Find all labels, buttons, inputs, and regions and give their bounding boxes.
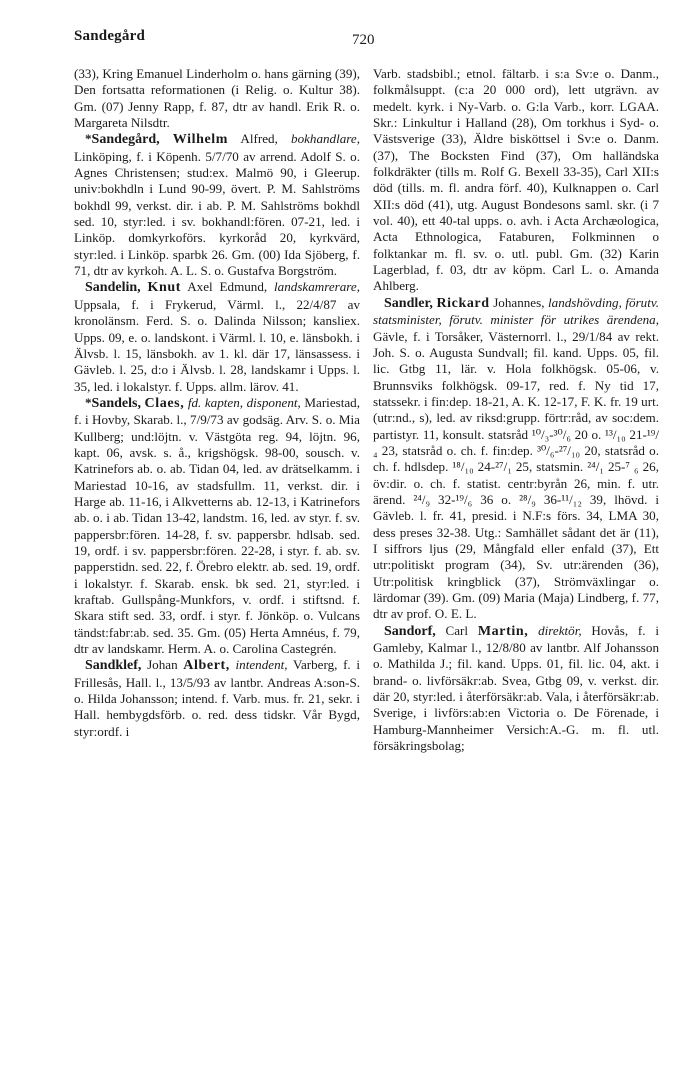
entry-body: Uppsala, f. i Frykerud, Värml. l., 22/4/87 av kronolänsm. Ferd. S. o. Dalinda Nilsson; kansliex. Upps. 09, e. o. landskont. i Värml. l. 10, e. länsbokh. i Älvsb. l. 15, länsbokh. av 1. kl. där 17, länsassess. i Gävleb. l. 25, d:o i Älvsb. l. 28, landskamr i Upps. l. 35, led. i lokalstyr. f. Upps. allm. lärov. 41.: [74, 296, 360, 394]
entry-occupation: intendent,: [235, 657, 288, 673]
entry-given-name: Wilhelm: [172, 132, 229, 148]
entry-given-name: Rickard: [436, 295, 490, 311]
entry-body: Hovås, f. i Gamleby, Kalmar l., 12/8/80 av lantbr. Alf Johansson o. Mathilda J.; fil. kand. Upps. 01, fil. lic. 04, akt. i brand- o. livförsäkr:ab. Svea, Gtbg 09, v. verkst. dir. där 20, styr:led. i återförsäkr:ab. Vala, i återförsäkr:ab. Sverige, i livförs:ab:en Victoria o. De Förenade, i Hamburg-Mannheimer Versich:A.-G. m. fl. utl. försäkringsbolag;: [373, 622, 659, 754]
entry-occupation: bokhandlare,: [291, 131, 360, 147]
entry-occupation: fd. kapten, disponent,: [187, 394, 301, 410]
entry-continuation: [74, 66, 360, 131]
entry-surname: Sandelin,: [85, 280, 141, 296]
entry-body: Mariestad, f. i Hovby, Skarab. l., 7/9/73 av godsäg. Arv. S. o. Mia Kullberg; und:löjtn. v. Västgöta reg. 94, löjtn. 96, kapt. 06, avsk. s. å., krigshögsk. 98-00, sousch. v. Katrinefors ab. o. ab. Tidan 04, led. av drätselkamm. i Mariestad 10-16, av stadsfullm. 11, verkst. dir. i Harge ab. 11-16, i Alkvetterns ab. 12-13, i Katrinefors ab. o. i ab. Tidan 13-42, landstm. 16, led. av styr. f. sv. pappersbr:fören. 14-28, f. sv. pappersbr. hdlsab. sed. 19, ordf. i sv. pappersbr:fören. 22-28, i styr. f. ab. sv. papperstidn. sed. 22, f. Örebro elektr. ab. sed. 19, ordf. i lokalstyr. f. Skarab. ensk. bk sed. 21, styr:led. i kraftab. Gullspång-Munkfors, v. ordf. i stiftsnd. f. Skara stift sed. 33, ordf. i styr. f. Jönköp. o. Vulcans tändst:fabr:ab. sed. 35. Gm. (05) Herta Amnéus, f. 79, dtr av landskamr. Herm. A. o. Carolina Castegrén.: [74, 394, 360, 657]
entry-sandelin: [74, 279, 360, 394]
running-header: Sandegård: [74, 28, 145, 44]
entry-body: Varberg, f. i Frillesås, Hall. l., 13/5/93 av lantbr. Andreas A:son-S. o. Hilda Johansson; intend. f. Varb. mus. fr. 21, sekr. i Hall. hembygdsförb. o. red. dess tidskr. Vår Bygd, styr:ordf. i: [74, 657, 360, 739]
entry-continuation: [373, 66, 659, 295]
entry-body: (33), Kring Emanuel Linderholm o. hans gärning (39), Den fortsatta reformationen (i Relig. o. Kultur 38). Gm. (07) Jenny Rapp, f. 87, dtr av handl. Erik R. o. Margareta Nilsdtr.: [74, 66, 360, 131]
entry-surname: Sandklef,: [85, 658, 142, 674]
entry-surname: Sandorf,: [384, 623, 436, 639]
entry-surname: Sandels,: [91, 395, 141, 411]
left-column: [74, 66, 360, 740]
entry-star: *: [85, 131, 92, 147]
entry-given-rest: Johan: [147, 657, 178, 673]
entry-sandels: [74, 395, 360, 658]
entry-sandegard: [74, 131, 360, 279]
entry-given-rest: Alfred,: [228, 131, 278, 147]
entry-body: Varb. stadsbibl.; etnol. fältarb. i s:a Sv:e o. Danm., folkmålsuppt. (c:a 20 000 ord), lett utgrävn. av medelt. kyrk. i Ny-Varb. o. G:la Varb., korr. LGAA. Skr.: Linkultur i Halland (28), Om torkhus i Syd- o. Västsverige (33), Äldre bisköttsel i Sv:e o. Danm. (37), The Bocksten Find (37), Om halländska folkdräkter (tills m. Rolf G. Bexell 33-35), Carl XII:s död (tills. m. fl. andra förf. 40), Kulknappen o. Carl XII:s död (41), utg. August Bondesons saml. skr. (i 7 vol. 40), ett 40-tal upps. o. avh. i Acta Archæologica, Acta Ethnologica, Fataburen, Folkminnen o folktankar m. fl. sv. o. utl. publ. Gm. (32) Karin Lagerblad, f. 03, dtr av köpm. Carl L. o. Amanda Ahlberg.: [373, 66, 659, 294]
entry-surname: Sandler,: [384, 295, 433, 311]
entry-given-name: Knut: [147, 280, 182, 296]
entry-given-rest: Carl: [445, 622, 478, 638]
entry-sandorf: [373, 623, 659, 755]
entry-given-name: Martin,: [477, 623, 529, 639]
entry-star: *: [85, 394, 92, 410]
entry-given-rest: Johannes,: [489, 294, 545, 310]
entry-surname: Sandegård,: [91, 132, 160, 148]
entry-body: Linköping, f. i Köpenh. 5/7/70 av arrend. Adolf S. o. Agnes Christensen; stud:ex. Malmö 90, i Gleerup. univ:bokhdln i Lund 90-99, övert. P. M. Sahlströms bokhdl 99, verkst. dir. i ab. P. M. Sahlströms bokhdl sed. 10, styr:led. i sv. bokhandl:fören. 07-21, led. i Linköp. domkyrkoförs. kyrkoråd 20, kyrkvärd, styr:led. i Linköp. sparbk 26. Gm. (00) Ida Sjöberg, f. 71, dtr av kyrkoh. A. L. S. o. Gustafva Borgström.: [74, 148, 360, 279]
entry-occupation: landshövding, förutv. statsminister, förutv. minister för utrikes ärendena,: [373, 294, 659, 328]
entry-body: Gävle, f. i Torsåker, Västernorrl. l., 29/1/84 av rekt. Joh. S. o. Augusta Sundvall; fil. kand. Upps. 05, fil. lic. Gtbg 11, lär. v. Hola folkhögsk. 05-06, v. Brunnsviks folkhögsk. 09-17, red. f. Ny tid 17, statssekr. i fin:dep. 18-21, A. K. 12-17, F. K. fr. 19 urt. (utr:nd., s), led. av riksd:grupp. förtr:råd, av soc:dem. partistyr. 11, konsult. statsråd ¹⁰/₃-³⁰/₆ 20 o. ¹³/₁₀ 21-¹⁹/₄ 23, statsråd o. ch. f. fin:dep. ³⁰/₆-²⁷/₁₀ 20, statsråd o. ch. f. hdlsdep. ¹⁸/₁₀ 24-²⁷/₁ 25, statsmin. ²⁴/₁ 25-⁷ ₆ 26, öv:dir. o. ch. f. statist. centr:byrån 26, min. f. utr. ärend. ²⁴/₉ 32-¹⁹/₆ 36 o. ²⁸/₉ 36-¹¹/₁₂ 39, lhövd. i Gävleb. l. fr. 41, presid. i N.F:s förs. 34, LMA 30, dess preses 32-38. Utg.: Samhället sådant det är (11), I siffrors ljus (29, Mångfald eller enfald (37), Ett utr:politiskt program (34), Sv. utr:ärenden (36), Utr:politisk kringblick (37), Strömväxlingar o. lärdomar (39). Gm. (09) Maria (Maja) Lindberg, f. 77, dtr av prof. O. E. L.: [373, 328, 659, 622]
page-number: 720: [352, 32, 375, 48]
entry-given-rest: Axel Edmund,: [181, 279, 268, 295]
entry-sandler: [373, 295, 659, 623]
entry-given-name: Albert,: [183, 658, 230, 674]
entry-sandklef: [74, 657, 360, 740]
entry-given-name: Claes,: [144, 395, 185, 411]
right-column: [373, 66, 659, 754]
entry-occupation: landskamrerare,: [274, 279, 360, 295]
entry-occupation: direktör,: [538, 622, 582, 638]
